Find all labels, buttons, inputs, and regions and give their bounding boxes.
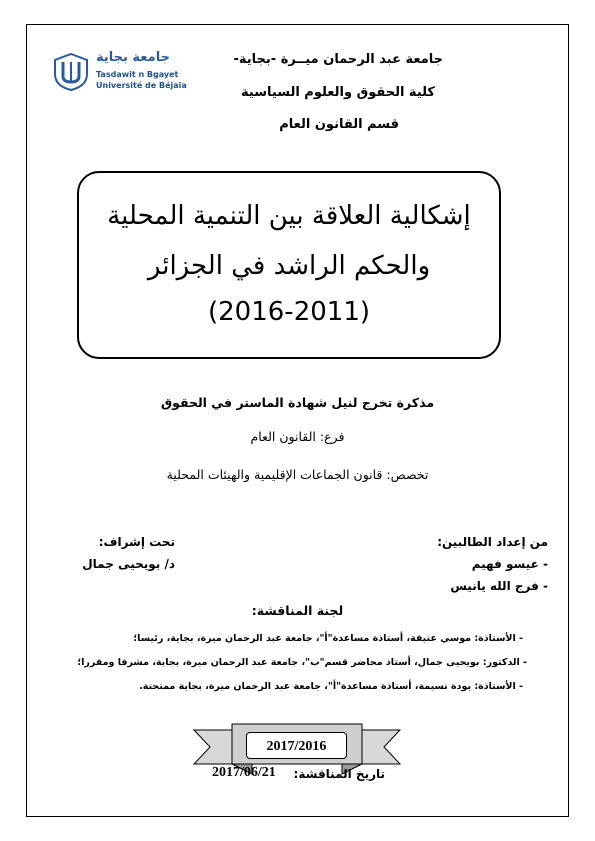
defense-date: 2017/06/21 (212, 765, 276, 780)
department-name: قسم القانون العام (279, 117, 399, 132)
logo-line1: Tasdawit n Bgayet (96, 70, 179, 79)
title-years: (2016-2011) (207, 297, 371, 327)
university-logo (48, 50, 187, 96)
jury-member: - الأستاذة: بودة نسيمة، أستاذة مساعدة"أ"، جامعة عبد الرحمان ميرة، بجاية ممتحنة. (139, 681, 523, 692)
academic-year: 2017/2016 (246, 732, 347, 759)
specialty: تخصص: قانون الجماعات الإقليمية والهيئات المحلية (166, 467, 429, 482)
logo-arabic-text: جامعة بجاية (96, 50, 170, 65)
faculty-name: كلية الحقوق والعلوم السياسية (241, 85, 435, 100)
jury-member: - الأستاذة: موسي عتيقة، أستاذة مساعدة"أ"، جامعة عبد الرحمان ميرة، بجاية، رئيسا؛ (133, 633, 523, 644)
title-line2: والحكم الراشد في الجزائر (147, 251, 431, 281)
title-box (77, 171, 501, 359)
defense-label: تاريخ المناقشة: (293, 767, 385, 781)
student-name: - فرج الله يانيس (450, 579, 548, 593)
jury-heading: لجنة المناقشة: (251, 603, 344, 618)
university-name: جامعة عبد الرحمان ميــرة -بجاية- (233, 52, 443, 67)
logo-line2: Université de Béjaïa (96, 81, 187, 90)
student-name: - عيسو فهيم (471, 557, 548, 571)
page-border (26, 24, 569, 817)
jury-member: - الدكتور: بويحيى جمال، أستاذ محاضر قسم"ب"، جامعة عبد الرحمان ميرة، بجاية، مشرفا ومقررا؛ (77, 657, 527, 668)
supervisor-name: د/ بويحيى جمال (82, 557, 175, 571)
university-seal-icon (52, 52, 90, 92)
degree-statement: مذكرة تخرج لنيل شهادة الماستر في الحقوق (160, 395, 435, 410)
title-line1: إشكالية العلاقة بين التنمية المحلية (107, 201, 471, 231)
students-heading: من إعداد الطالبين: (437, 535, 548, 549)
branch: فرع: القانون العام (250, 429, 345, 444)
supervisor-heading: تحت إشراف: (98, 535, 175, 549)
